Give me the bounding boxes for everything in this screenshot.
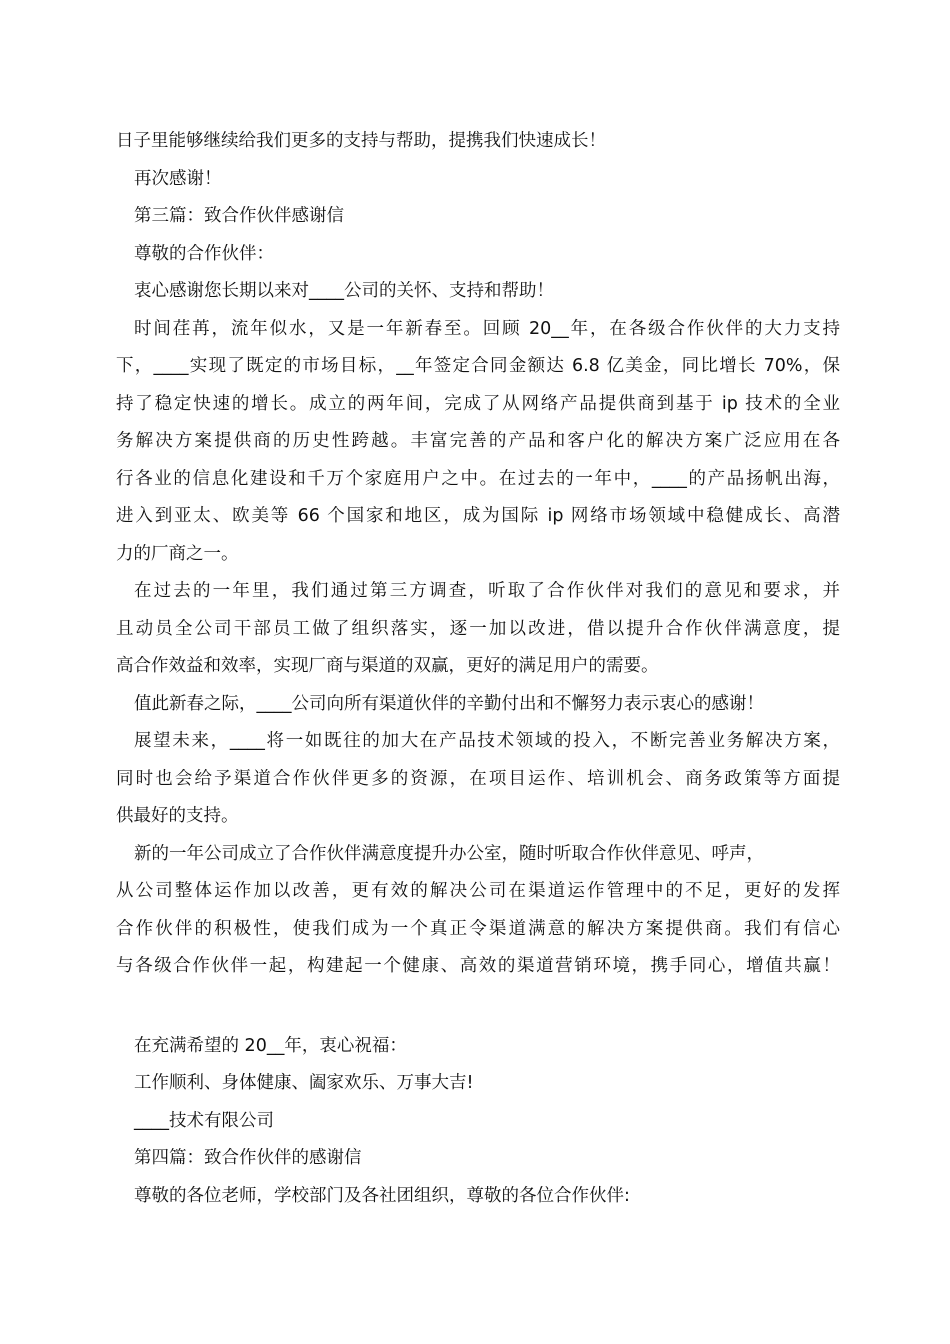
text-line: 在充满希望的 20__年，衷心祝福： <box>134 1035 407 1056</box>
text-line: 再次感谢！ <box>134 168 222 189</box>
paragraph-gap <box>116 986 840 1028</box>
text-line: 时间荏苒，流年似水，又是一年新春至。回顾 20__年，在各级合作伙伴的大力支持 <box>134 318 840 339</box>
text-line: 进入到亚太、欧美等 66 个国家和地区，成为国际 ip 网络市场领域中稳健成长、高潜 <box>116 506 840 526</box>
text-line: 展望未来，____将一如既往的加大在产品技术领域的投入，不断完善业务解决方案， <box>134 731 840 751</box>
text-line: 高合作效益和效率，实现厂商与渠道的双赢，更好的满足用户的需要。 <box>116 656 659 676</box>
section-heading: 第四篇：致合作伙伴的感谢信 <box>134 1148 362 1168</box>
document-body <box>116 123 840 1215</box>
signature-line: ____技术有限公司 <box>134 1110 274 1131</box>
text-line: 行各业的信息化建设和千万个家庭用户之中。在过去的一年中，____的产品扬帆出海， <box>116 468 840 489</box>
text-line: 工作顺利、身体健康、阖家欢乐、万事大吉! <box>134 1073 474 1093</box>
text-line: 同时也会给予渠道合作伙伴更多的资源，在项目运作、培训机会、商务政策等方面提 <box>116 768 840 789</box>
text-line: 从公司整体运作加以改善，更有效的解决公司在渠道运作管理中的不足，更好的发挥 <box>116 881 840 901</box>
salutation: 尊敬的各位老师，学校部门及各社团组织，尊敬的各位合作伙伴: <box>134 1185 630 1206</box>
text-line: 务解决方案提供商的历史性跨越。丰富完善的产品和客户化的解决方案广泛应用在各 <box>116 431 840 451</box>
text-line: 衷心感谢您长期以来对____公司的关怀、支持和帮助！ <box>134 281 554 301</box>
salutation: 尊敬的合作伙伴： <box>134 243 274 264</box>
text-line: 供最好的支持。 <box>116 806 239 826</box>
text-line: 持了稳定快速的增长。成立的两年间，完成了从网络产品提供商到基于 ip 技术的全业 <box>116 393 840 414</box>
text-line: 日子里能够继续给我们更多的支持与帮助，提携我们快速成长！ <box>116 131 606 151</box>
text-line: 与各级合作伙伴一起，构建起一个健康、高效的渠道营销环境，携手同心，增值共赢！ <box>116 956 840 976</box>
text-line: 值此新春之际，____公司向所有渠道伙伴的辛勤付出和不懈努力表示衷心的感谢！ <box>134 693 764 714</box>
text-line: 在过去的一年里，我们通过第三方调查，听取了合作伙伴对我们的意见和要求，并 <box>134 581 840 601</box>
section-heading: 第三篇：致合作伙伴感谢信 <box>134 206 344 226</box>
text-line: 且动员全公司干部员工做了组织落实，逐一加以改进，借以提升合作伙伴满意度，提 <box>116 618 840 639</box>
text-line: 合作伙伴的积极性，使我们成为一个真正令渠道满意的解决方案提供商。我们有信心 <box>116 918 840 939</box>
text-line: 新的一年公司成立了合作伙伴满意度提升办公室，随时听取合作伙伴意见、呼声， <box>134 843 764 864</box>
text-line: 力的厂商之一。 <box>116 543 239 564</box>
text-line: 下，____实现了既定的市场目标，__年签定合同金额达 6.8 亿美金，同比增长 70%，保 <box>116 356 840 376</box>
